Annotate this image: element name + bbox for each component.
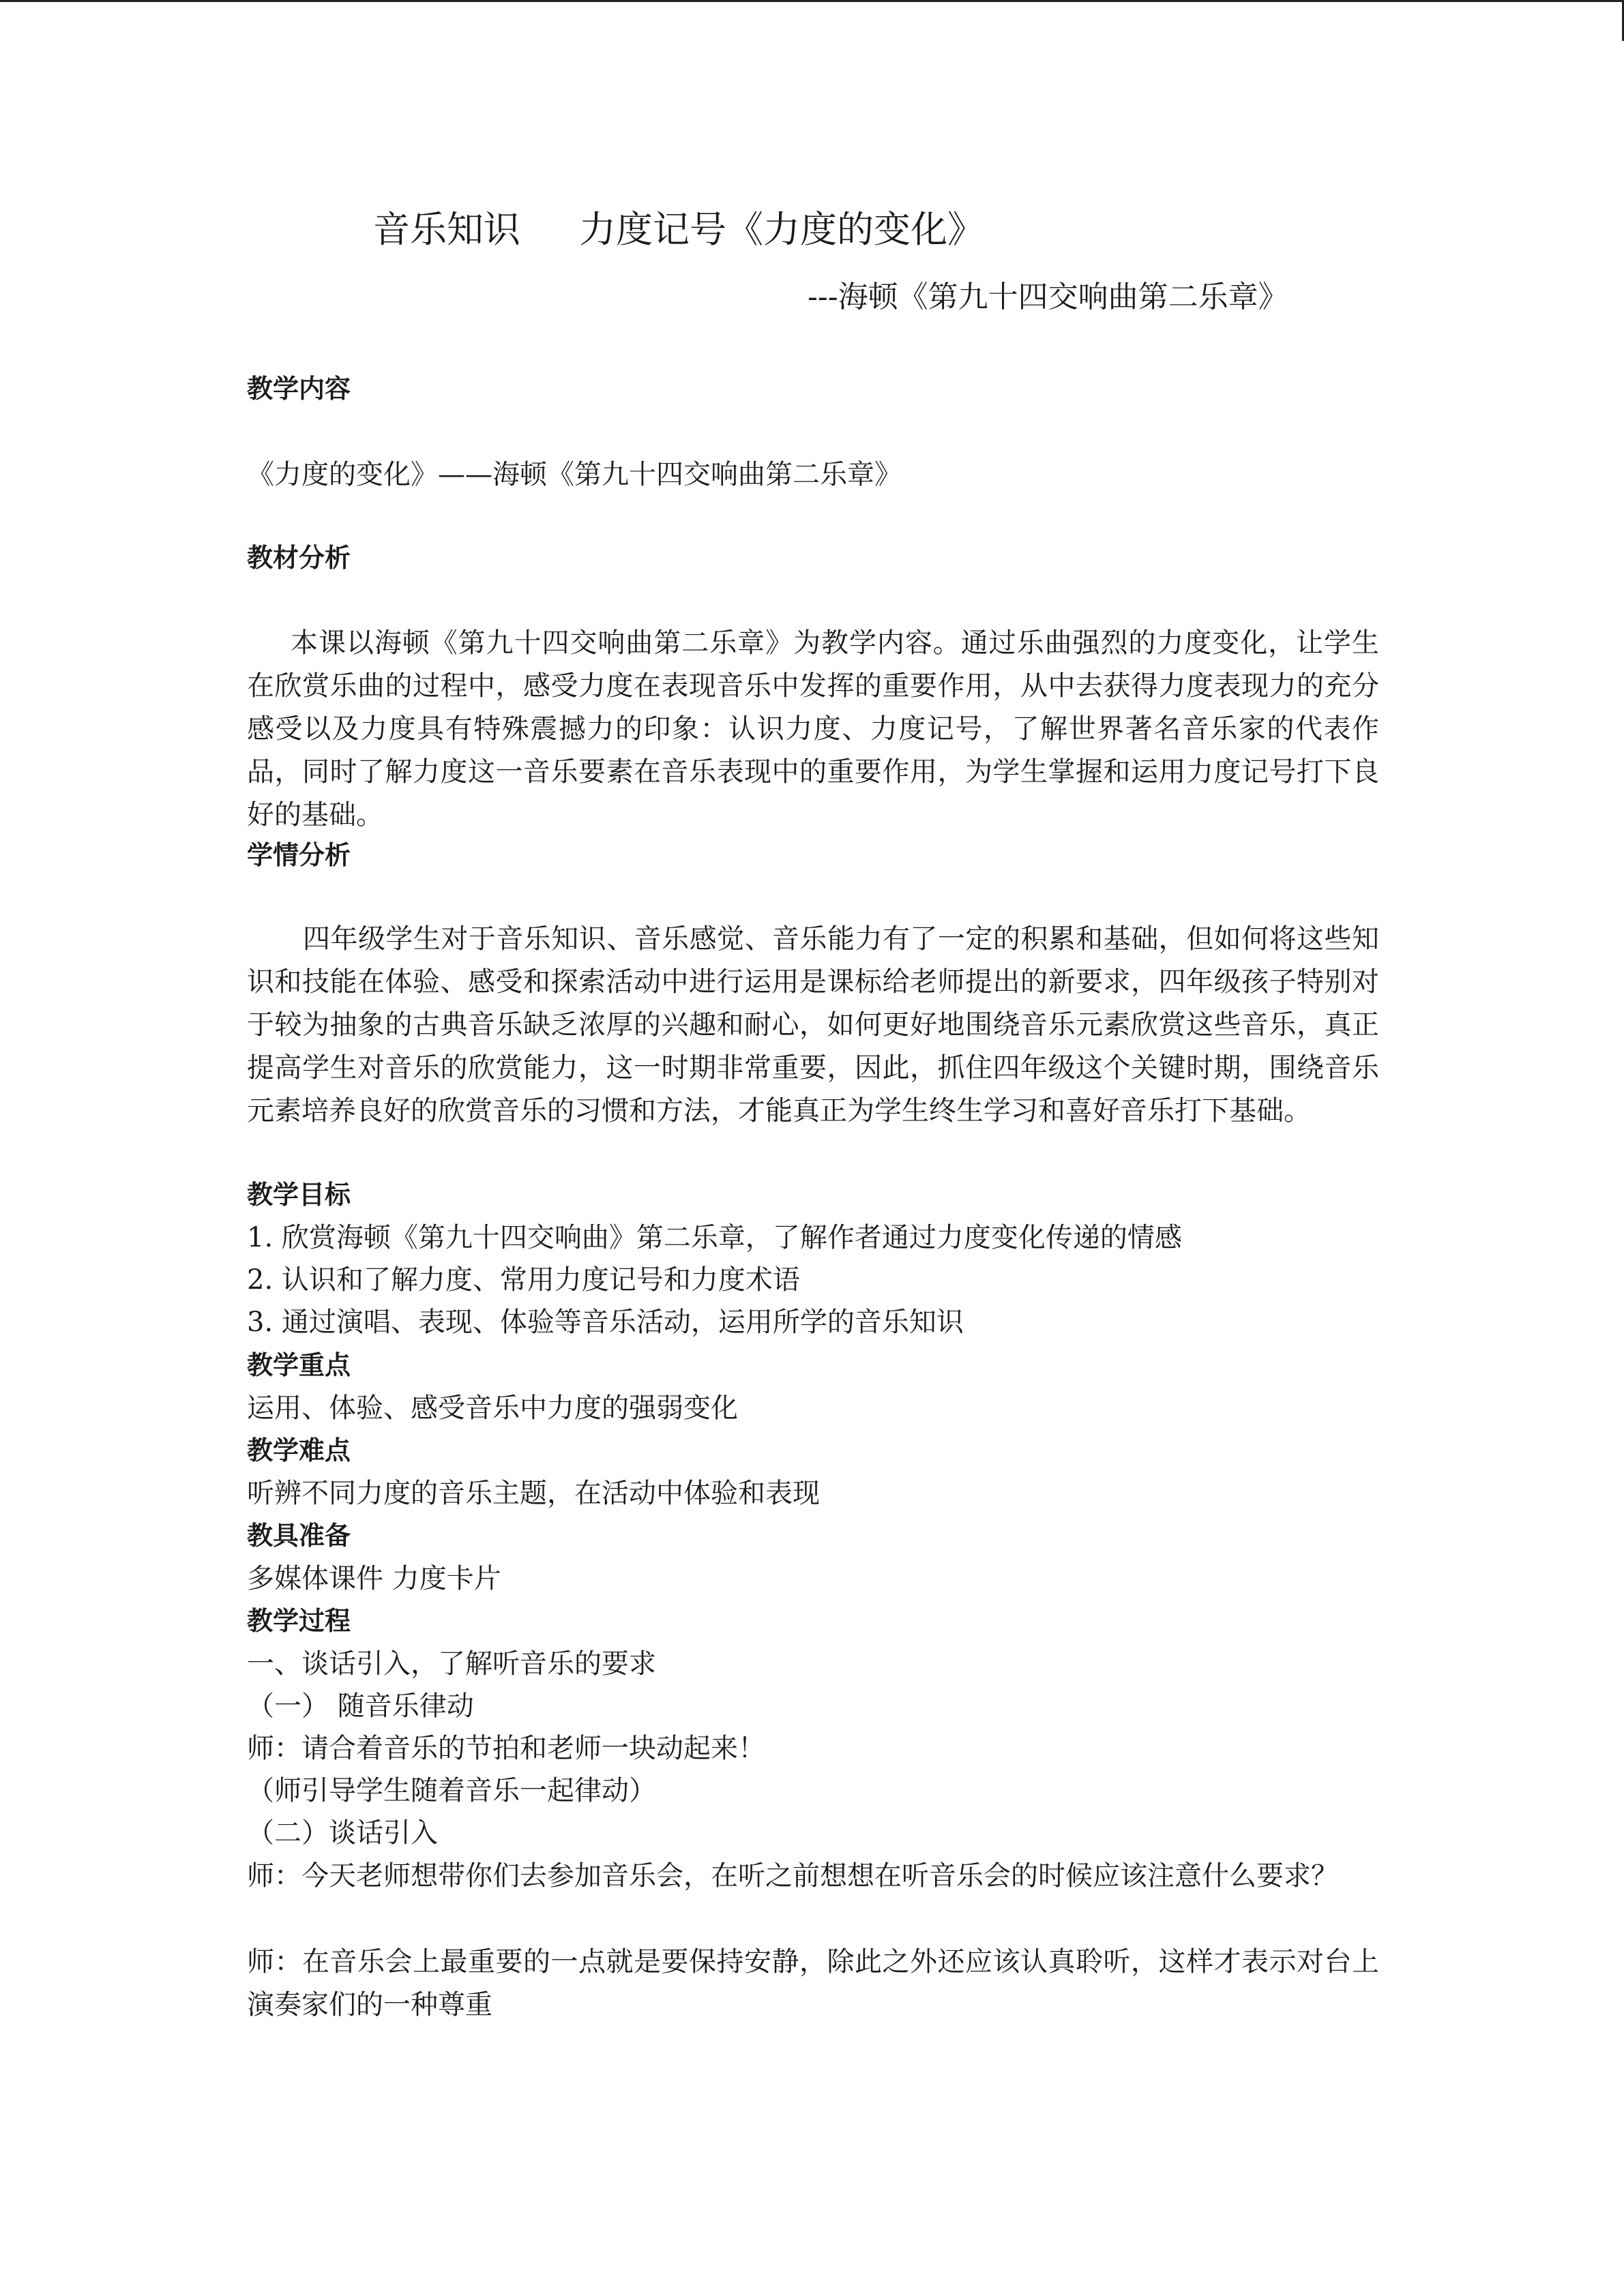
learner-analysis-text: 四年级学生对于音乐知识、音乐感觉、音乐能力有了一定的积累和基础，但如何将这些知识和技能在体验、感受和探索活动中进行运用是课标给老师提出的新要求，四年级孩子特别对于较为抽象的古典音乐缺乏浓厚的兴趣和耐心，如何更好地围绕音乐元素欣赏这些音乐，真正提高学生对音乐的欣赏能力，这一时期非常重要，因此，抓住四年级这个关键时期，围绕音乐元素培养良好的欣赏音乐的习惯和方法，才能真正为学生终生学习和喜好音乐打下基础。 xyxy=(247,923,1379,1127)
heading-material-analysis: 教材分析 xyxy=(247,543,351,573)
heading-teaching-content: 教学内容 xyxy=(247,374,351,404)
process-line: （二）谈话引入 xyxy=(247,1817,438,1849)
process-paragraph: 师：今天老师想带你们去参加音乐会，在听之前想想在听音乐会的时候应该注意什么要求？ xyxy=(247,1860,1338,1892)
heading-teaching-goals: 教学目标 xyxy=(247,1180,351,1210)
heading-learner-analysis: 学情分析 xyxy=(247,840,351,870)
process-line: 师：请合着音乐的节拍和老师一块动起来！ xyxy=(247,1733,765,1764)
teaching-difficulty-text: 听辨不同力度的音乐主题，在活动中体验和表现 xyxy=(247,1478,820,1509)
goal-item: 2. 认识和了解力度、常用力度记号和力度术语 xyxy=(247,1264,800,1296)
process-paragraph: 师：在音乐会上最重要的一点就是要保持安静，除此之外还应该认真聆听，这样才表示对台上演奏家们的一种尊重 xyxy=(247,1946,1379,2021)
teaching-focus-text: 运用、体验、感受音乐中力度的强弱变化 xyxy=(247,1392,738,1424)
process-line: （一） 随音乐律动 xyxy=(247,1690,474,1722)
heading-teaching-process: 教学过程 xyxy=(247,1606,351,1636)
teaching-content-text: 《力度的变化》——海顿《第九十四交响曲第二乐章》 xyxy=(247,459,902,490)
teaching-materials-text: 多媒体课件 力度卡片 xyxy=(247,1563,501,1594)
process-line: （师引导学生随着音乐一起律动） xyxy=(247,1775,656,1806)
title-lesson: 力度记号《力度的变化》 xyxy=(579,208,984,251)
heading-teaching-difficulty: 教学难点 xyxy=(247,1435,351,1465)
top-border-line xyxy=(0,0,1624,2)
heading-teaching-focus: 教学重点 xyxy=(247,1350,351,1380)
title-topic: 音乐知识 xyxy=(373,208,520,251)
material-analysis-text: 本课以海顿《第九十四交响曲第二乐章》为教学内容。通过乐曲强烈的力度变化，让学生在欣赏乐曲的过程中，感受力度在表现音乐中发挥的重要作用，从中去获得力度表现力的充分感受以及力度具有特殊震撼力的印象：认识力度、力度记号，了解世界著名音乐家的代表作品，同时了解力度这一音乐要素在音乐表现中的重要作用，为学生掌握和运用力度记号打下良好的基础。 xyxy=(247,627,1379,831)
process-line: 一、谈话引入，了解听音乐的要求 xyxy=(247,1648,656,1680)
goal-item: 3. 通过演唱、表现、体验等音乐活动，运用所学的音乐知识 xyxy=(247,1307,964,1338)
document-subtitle: ---海顿《第九十四交响曲第二乐章》 xyxy=(808,280,1288,314)
document-title xyxy=(373,208,984,252)
heading-teaching-materials: 教具准备 xyxy=(247,1521,351,1551)
goal-item: 1. 欣赏海顿《第九十四交响曲》第二乐章，了解作者通过力度变化传递的情感 xyxy=(247,1222,1182,1253)
